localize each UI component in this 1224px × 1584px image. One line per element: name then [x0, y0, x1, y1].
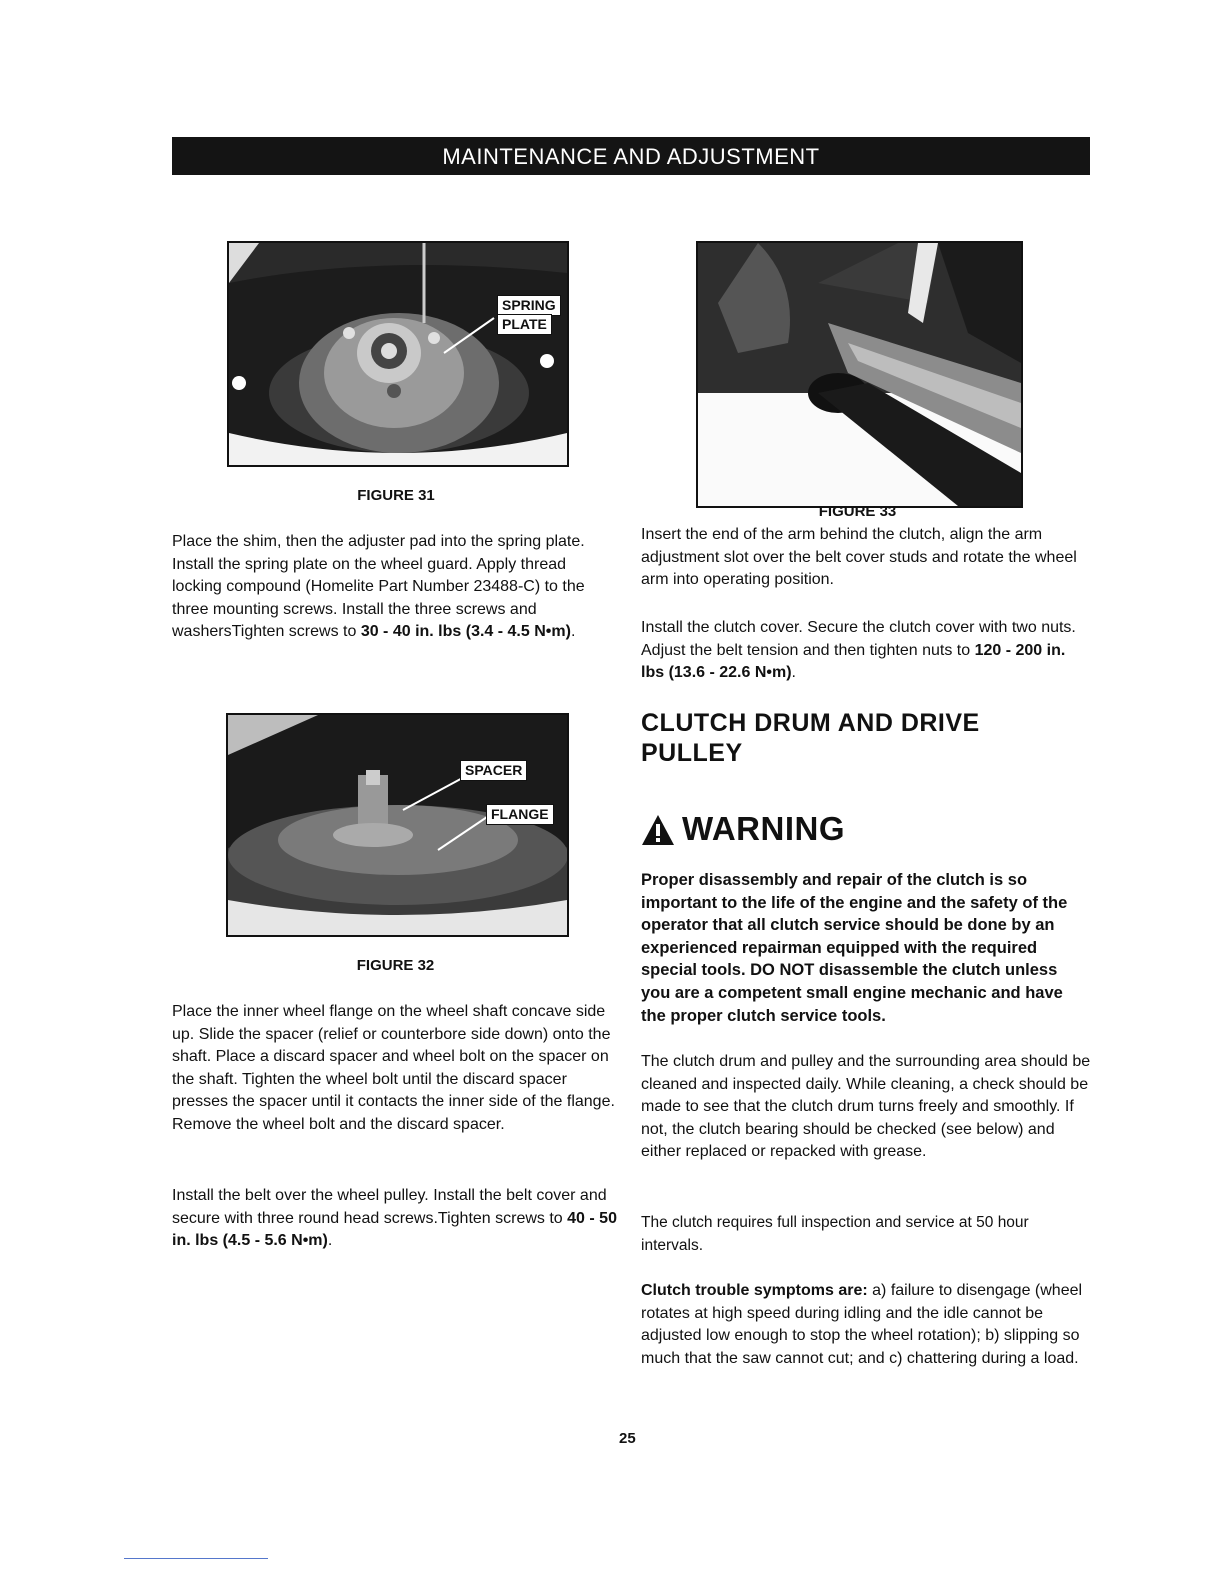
warning-triangle-icon: [640, 813, 676, 847]
paragraph-spring-plate: Place the shim, then the adjuster pad into the spring plate. Install the spring plate on the wheel guard. Apply thread locking compound (Homelite Part Number 23488-C) to the three mounting screws. Install the three screws and washersTighten screws to 30 - 40 in. lbs (3.4 - 4.5 N•m).: [172, 533, 585, 641]
callout-spring: SPRING: [497, 295, 561, 316]
paragraph-insert-arm: Insert the end of the arm behind the clutch, align the arm adjustment slot over the belt cover studs and rotate the wheel arm into operating position.: [641, 526, 1077, 589]
figure-33-illustration: [698, 243, 1021, 506]
figure-32-illustration: [228, 715, 567, 935]
callout-flange: FLANGE: [486, 804, 554, 825]
paragraph-inspection-interval: The clutch requires full inspection and service at 50 hour intervals.: [641, 1214, 1029, 1254]
warning-heading: [640, 811, 940, 851]
section-header-title: MAINTENANCE AND ADJUSTMENT: [442, 144, 820, 169]
figure-31-caption: FIGURE 31: [357, 487, 435, 504]
paragraph-inner-wheel-flange: Place the inner wheel flange on the wheel shaft concave side up. Slide the spacer (relief or counterbore side down) onto the shaft. Place a discard spacer and wheel bolt on the spacer on the shaft. Tighten the wheel bolt until the discard spacer presses the spacer until it contacts the inner side of the flange. Remove the wheel bolt and the discard spacer.: [172, 1003, 615, 1133]
figure-31-photo: [227, 241, 569, 467]
paragraph-clutch-drum-cleaning: The clutch drum and pulley and the surrounding area should be cleaned and inspected daily. While cleaning, a check should be made to see that the clutch drum turns freely and smoothly. If not, the clutch bearing should be checked (see below) and either replaced or repacked with grease.: [641, 1053, 1091, 1161]
section-title: CLUTCH DRUM AND DRIVE PULLEY: [641, 709, 980, 767]
figure-32-caption: FIGURE 32: [356, 957, 435, 974]
warning-text: Proper disassembly and repair of the clutch is so important to the life of the engine and the safety of the operator that all clutch service should be done by an experienced repairman equipped with the required special tools. DO NOT disassemble the clutch unless you are a competent small engine mechanic and have the proper clutch service tools.: [641, 871, 1068, 1025]
callout-plate: PLATE: [497, 314, 552, 335]
figure-31-illustration: [229, 243, 567, 465]
warning-title: WARNING: [682, 810, 845, 847]
section-header-bar: [172, 137, 1090, 175]
page-number: 25: [619, 1430, 636, 1447]
figure-32-photo: [226, 713, 569, 937]
footer-rule: [124, 1558, 268, 1559]
figure-33-caption: FIGURE 33: [818, 503, 897, 520]
callout-spacer: SPACER: [460, 760, 527, 781]
paragraph-trouble-symptoms: Clutch trouble symptoms are: a) failure to disengage (wheel rotates at high speed during idling and the idle cannot be adjusted low enough to stop the wheel rotation); b) slipping so much that the saw cannot cut; and c) chattering during a load.: [641, 1282, 1083, 1367]
figure-33-photo: [696, 241, 1023, 508]
paragraph-clutch-cover: Install the clutch cover. Secure the clutch cover with two nuts. Adjust the belt tension and then tighten nuts to 120 - 200 in. lbs (13.6 - 22.6 N•m).: [641, 619, 1076, 682]
paragraph-belt-cover: Install the belt over the wheel pulley. Install the belt cover and secure with three round head screws.Tighten screws to 40 - 50 in. lbs (4.5 - 5.6 N•m).: [172, 1187, 617, 1250]
